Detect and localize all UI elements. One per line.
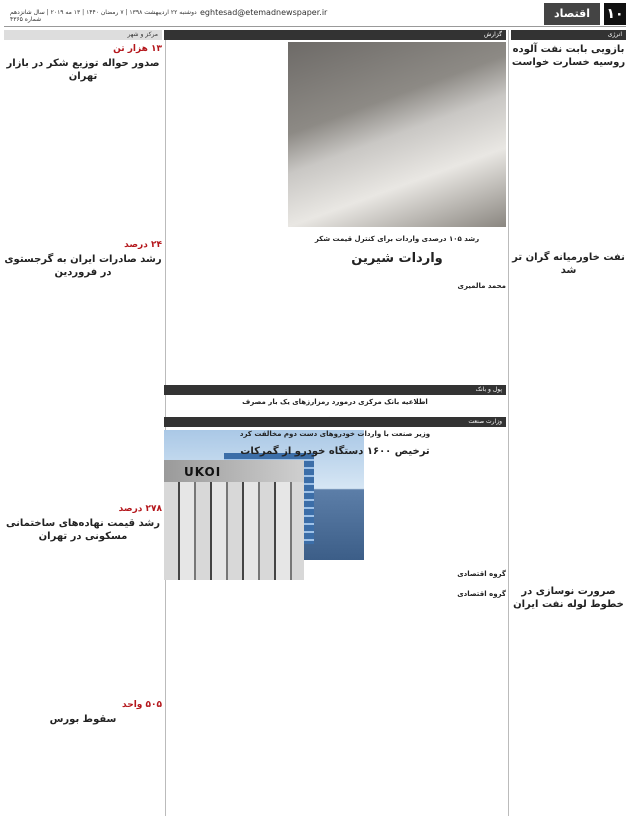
news-number: ۱۳ هزار تن <box>113 44 162 54</box>
car-tag: وزارت صنعت <box>164 417 506 427</box>
masthead <box>0 0 630 28</box>
news-number: ۲۷۸ درصد <box>118 504 162 514</box>
article-body <box>511 614 626 820</box>
car-headline: ترخیص ۱۶۰۰ دستگاه خودرو از گمرکات <box>240 446 430 457</box>
news-number: ۵۰۵ واحد <box>122 700 162 710</box>
news-title: رشد قیمت نهاده‌های ساختمانی مسکونی در تهران <box>6 518 160 542</box>
left-column <box>4 30 162 816</box>
report-tag: گزارش <box>164 30 506 40</box>
source: گروه اقتصادی <box>457 570 506 578</box>
site-email: eghtesad@etemadnewspaper.ir <box>200 8 328 17</box>
car-kicker: وزیر صنعت با واردات خودروهای دست دوم مخالفت کرد <box>239 430 431 438</box>
bank-tag: پول و بانک <box>164 385 506 395</box>
photo-brand-text: UKOI <box>184 465 222 479</box>
news-body <box>4 546 162 696</box>
article-body <box>511 280 626 582</box>
article-headline: بازویی بابت نفت آلوده روسیه خسارت خواست <box>511 44 626 68</box>
bank-kicker: اطلاعیه بانک مرکزی درمورد رمزارزهای یک بار مصرف <box>242 398 428 406</box>
section-title: اقتصاد <box>544 3 600 25</box>
article-subhead: رشد ۱۰۵ درصدی واردات برای کنترل قیمت شکر <box>314 235 480 243</box>
news-title: صدور حواله توزیع شکر در بازار تهران <box>6 58 160 82</box>
column-divider <box>508 30 509 816</box>
news-title: سقوط بورس <box>49 714 117 725</box>
center-column <box>164 30 506 816</box>
news-body <box>4 729 162 799</box>
news-number: ۲۴ درصد <box>124 240 162 250</box>
article-body <box>164 42 284 292</box>
dateline: دوشنبه ۲۲ اردیبهشت ۱۳۹۸ | ۷ رمضان ۱۴۴۰ | ۱۳ مه ۲۰۱۹ | سال شانزدهم شماره ۴۳۶۵ <box>10 9 197 23</box>
page-number: ۱۰ <box>604 3 626 25</box>
masthead-rule <box>4 26 626 27</box>
author: محمد مالمیری <box>457 282 506 290</box>
cars-photo <box>164 460 304 580</box>
news-body <box>4 282 162 500</box>
article-body <box>511 72 626 248</box>
news-body <box>4 86 162 236</box>
sugar-photo <box>288 42 506 227</box>
right-column <box>511 30 626 816</box>
section-tag: مرکز و شهر <box>4 30 162 40</box>
article-headline: واردات شیرین <box>351 251 443 266</box>
article-headline: صرورت نوسازی در خطوط لوله نفت ایران <box>513 586 624 610</box>
article-body <box>164 292 506 384</box>
news-title: رشد صادرات ایران به گرجستوی در فروردین <box>4 254 162 278</box>
section-tag: انرژی <box>511 30 626 40</box>
article-headline: نفت خاورمیانه گران تر شد <box>512 252 625 276</box>
source: گروه اقتصادی <box>457 590 506 598</box>
